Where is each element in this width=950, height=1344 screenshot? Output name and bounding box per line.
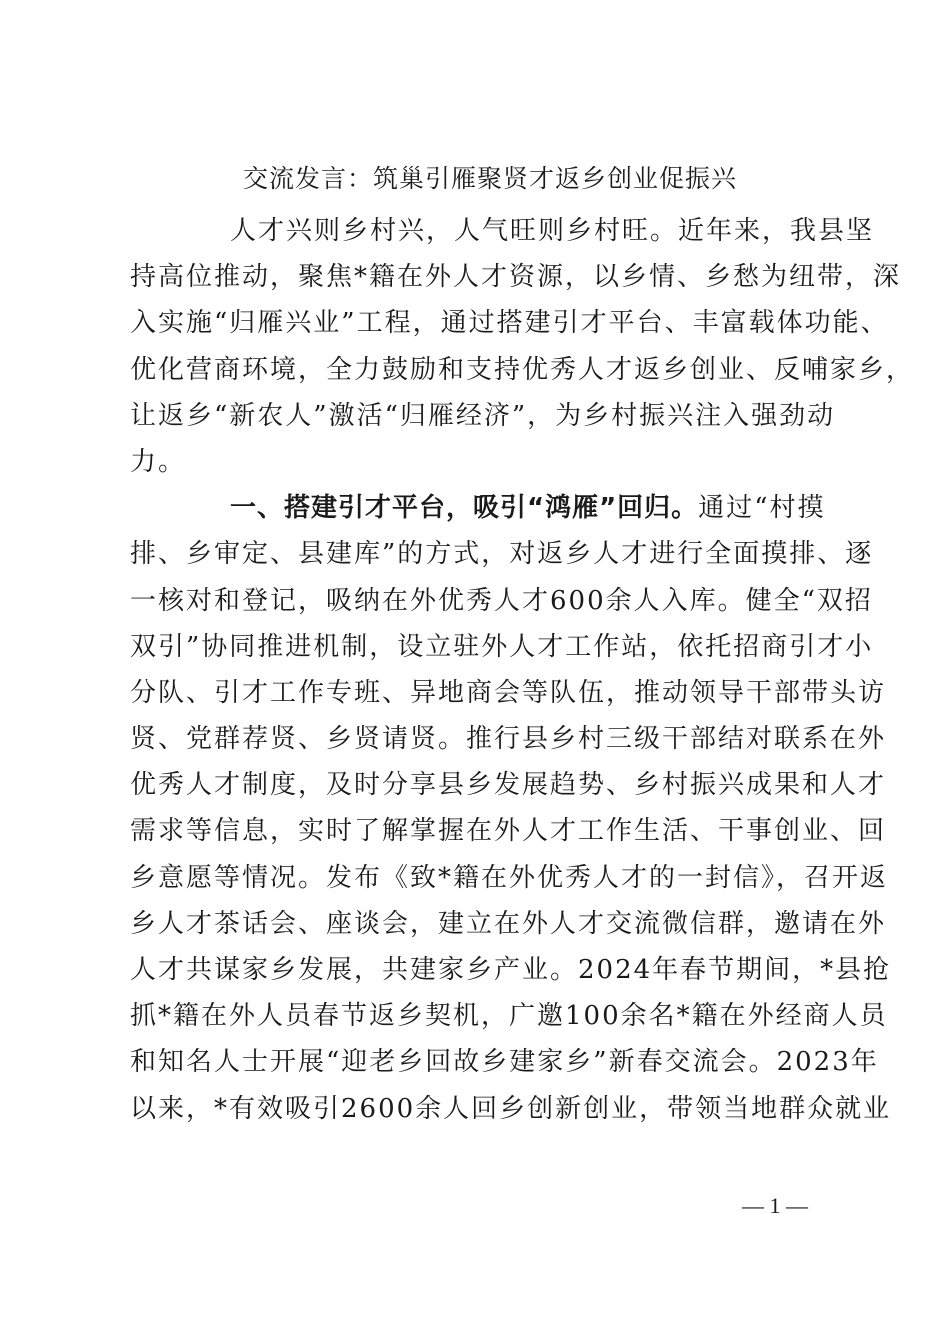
paragraph-line: 力。 bbox=[130, 446, 187, 477]
paragraph-line: 让返乡“新农人”激活“归雁经济”，为乡村振兴注入强劲动 bbox=[130, 400, 836, 431]
paragraph-line: 分队、引才工作专班、异地商会等队伍，推动领导干部带头访 bbox=[130, 677, 887, 708]
paragraph-line: 以来，*有效吸引2600余人回乡创新创业，带领当地群众就业 bbox=[130, 1093, 892, 1124]
paragraph-line: 乡人才茶话会、座谈会，建立在外人才交流微信群，邀请在外 bbox=[130, 908, 887, 939]
paragraph-line: 贤、党群荐贤、乡贤请贤。推行县乡村三级干部结对联系在外 bbox=[130, 724, 887, 755]
paragraph-line: 优秀人才制度，及时分享县乡发展趋势、乡村振兴成果和人才 bbox=[130, 770, 887, 801]
paragraph-line: 双引”协同推进机制，设立驻外人才工作站，依托招商引才小 bbox=[130, 631, 874, 662]
paragraph-line: 人才共谋家乡发展，共建家乡产业。2024年春节期间，*县抢 bbox=[130, 955, 892, 985]
paragraph-line: 持高位推动，聚焦*籍在外人才资源，以乡情、乡愁为纽带，深 bbox=[130, 262, 902, 293]
section-text: 通过“村摸 bbox=[698, 493, 826, 524]
paragraph-line: 排、乡审定、县建库”的方式，对返乡人才进行全面摸排、逐 bbox=[130, 539, 874, 570]
paragraph-line: 和知名人士开展“迎老乡回故乡建家乡”新春交流会。2023年 bbox=[130, 1047, 879, 1078]
paragraph-line: 一核对和登记，吸纳在外优秀人才600余人入库。健全“双招 bbox=[130, 585, 873, 616]
document-body bbox=[130, 208, 915, 1132]
paragraph-line: 乡意愿等情况。发布《致*籍在外优秀人才的一封信》，召开返 bbox=[130, 862, 889, 893]
section-heading-line bbox=[130, 485, 850, 531]
paragraph-line: 抓*籍在外人员春节返乡契机，广邀100余名*籍在外经商人员 bbox=[130, 1001, 888, 1032]
paragraph-line: 需求等信息，实时了解掌握在外人才工作生活、干事创业、回 bbox=[130, 816, 887, 847]
paragraph-line: 优化营商环境，全力鼓励和支持优秀人才返乡创业、反哺家乡， bbox=[130, 354, 915, 385]
document-title: 交流发言：筑巢引雁聚贤才返乡创业促振兴 bbox=[242, 164, 737, 193]
section-heading: 一、搭建引才平台，吸引“鸿雁”回归。 bbox=[230, 493, 699, 524]
paragraph-line: 人才兴则乡村兴，人气旺则乡村旺。近年来，我县坚 bbox=[230, 216, 875, 246]
paragraph-line: 入实施“归雁兴业”工程，通过搭建引才平台、丰富载体功能、 bbox=[130, 308, 889, 339]
page-number: — 1 — bbox=[742, 1193, 808, 1218]
